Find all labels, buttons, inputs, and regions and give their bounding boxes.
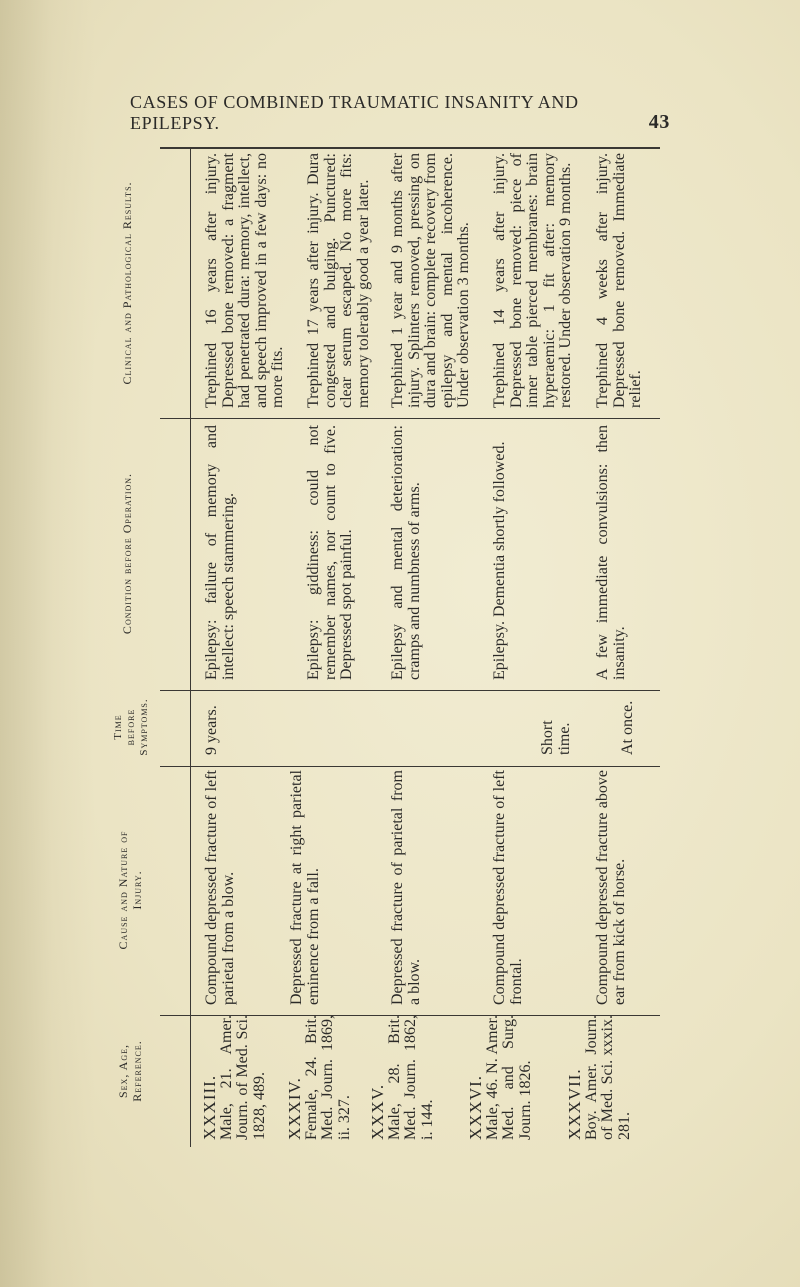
table-rule-time-cause [160,766,660,767]
cause-text: Depressed fracture of parietal from a blow. [389,770,423,1005]
case-reference: Male, 46. N. Amer. Med. and Surg. Journ. 1826. [483,1015,534,1140]
table-header-rule [190,147,191,1147]
row-2-cause [289,770,322,1005]
results-text: Trephined 16 years after injury. Depressed bone removed: a fragment had penetrated dura: memory, intellect, and speech improved in a few days: no more fits. [203,153,286,408]
table-rule-condition-time [160,690,660,691]
cause-text: Compound depressed fracture above ear from kick of horse. [594,770,628,1005]
condition-text: Epilepsy. Dementia shortly followed. [491,441,508,680]
header-line: Clinical and Pathological Results. [120,181,134,385]
results-text: Trephined 4 weeks after injury. Depressed bone removed. Immediate relief. [594,153,644,408]
header-sex-age-reference [116,1017,144,1125]
row-4-condition [492,425,509,680]
condition-text: A few immediate convulsions: then insanity. [594,425,628,680]
row-1-cause [204,770,237,1005]
running-head [130,92,670,134]
condition-text: Epilepsy: giddiness: could not remember names, nor count to five. Depressed spot painful. [305,425,355,680]
row-3-reference [370,1015,436,1140]
results-text: Trephined 17 years after injury. Dura congested and bulging. Punctured: clear serum escaped. No more fits: memory tolerably good a year later. [305,153,372,408]
header-line: Cause and Nature of [116,830,130,950]
row-4-time [540,690,573,755]
cause-text: Depressed fracture at right parietal eminence from a fall. [288,770,322,1005]
case-reference: Male, 28. Brit. Med. Journ. 1862, i. 144. [385,1015,436,1140]
header-line: Symptoms. [138,698,150,756]
header-line: Injury. [130,870,144,910]
results-text: Trephined 1 year and 9 months after injury. Splinters removed, pressing on dura and brain: complete recovery from epilepsy and mental incoherence. Under observation 3 months. [389,153,472,408]
row-5-time [620,690,637,755]
row-5-cause [595,770,628,1005]
page-number: 43 [648,111,670,133]
row-1-condition [204,425,237,680]
row-5-condition [595,425,628,680]
header-line: before [125,708,137,746]
case-number: XXXIII. [200,1074,219,1140]
row-1-time [204,690,221,755]
header-time-before [112,692,151,762]
header-line: Condition before Operation. [120,472,134,635]
case-reference: Male, 21. Amer. Journ. of Med. Sci. 1828, 489. [217,1015,268,1140]
row-5-reference [567,1015,633,1140]
case-number: XXXV. [368,1083,387,1140]
header-cause-nature [116,770,144,1010]
condition-text: Epilepsy: failure of memory and intellect: speech stammering. [203,425,237,680]
row-4-results [492,153,575,408]
time-text: 9 years. [203,705,220,755]
header-line: Reference. [130,1040,144,1102]
row-3-cause [390,770,423,1005]
table-rule-results-condition [160,418,660,419]
time-text: Short time. [539,720,573,755]
row-4-cause [492,770,525,1005]
case-number: XXXVII. [565,1068,584,1140]
row-2-reference [287,1015,353,1140]
header-condition-before [120,421,134,686]
case-reference: Boy. Amer. Journ. of Med. Sci. xxxix. 281. [582,1015,633,1140]
case-number: XXXIV. [285,1077,304,1140]
running-head-title: CASES OF COMBINED TRAUMATIC INSANITY AND EPILEPSY. [130,92,579,133]
row-3-condition [390,425,423,680]
row-1-results [204,153,287,408]
row-2-condition [306,425,356,680]
condition-text: Epilepsy and mental deterioration: cramps and numbness of arms. [389,425,423,680]
cause-text: Compound depressed fracture of left parietal from a blow. [203,770,237,1005]
time-text: At once. [619,700,636,755]
header-line: Sex, Age, [116,1044,130,1099]
header-results [120,152,134,414]
results-text: Trephined 14 years after injury. Depressed bone removed: piece of inner table pierced membranes: brain hyperaemic: 1 fit after: memory restored. Under observation 9 months. [491,153,574,408]
header-line: Time [112,714,124,740]
row-3-results [390,153,473,408]
row-4-reference [468,1015,534,1140]
case-number: XXXVI. [466,1074,485,1140]
case-reference: Female, 24. Brit. Med. Journ. 1869, ii. 327. [302,1015,353,1140]
page-gutter-shadow [0,0,95,1287]
cause-text: Compound depressed fracture of left frontal. [491,770,525,1005]
table-top-rule [160,147,660,149]
row-5-results [595,153,645,408]
row-1-reference [202,1015,268,1140]
row-2-results [306,153,372,408]
